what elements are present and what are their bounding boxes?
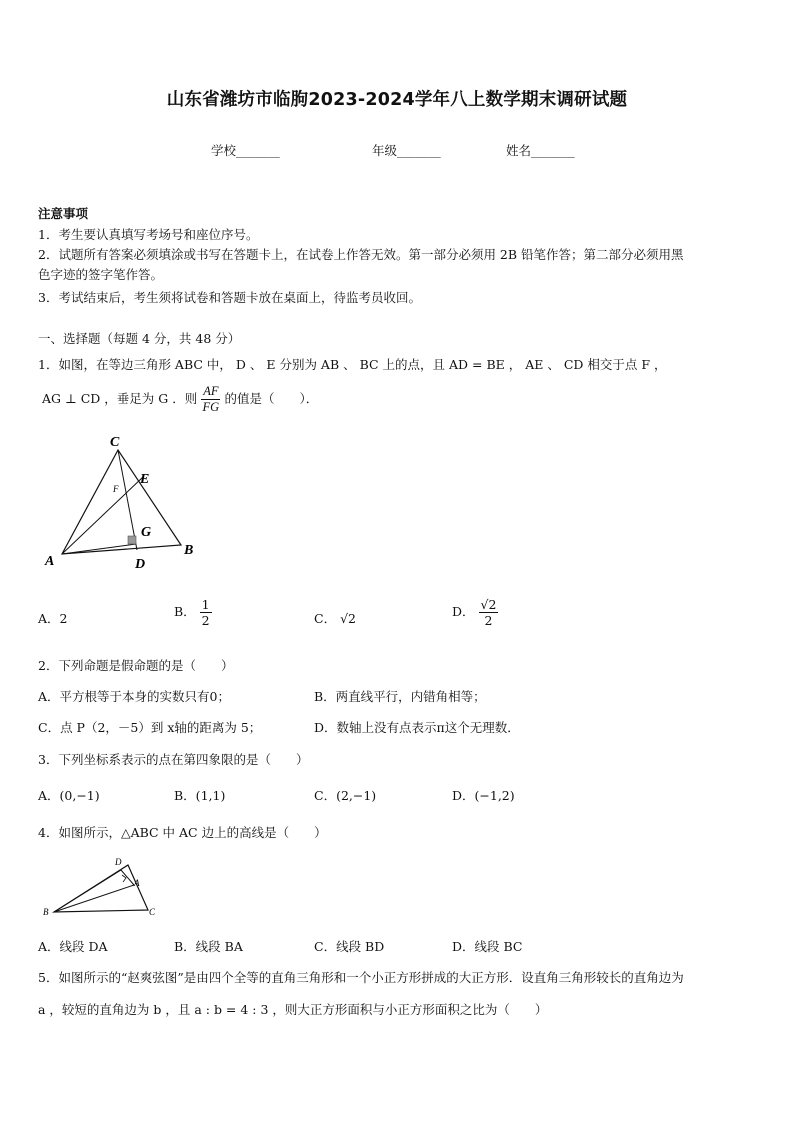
q4-option-b: B．线段 BA (174, 939, 243, 954)
q1-stem-post: 的值是（ ）． (224, 391, 319, 406)
q4-label-A: A (134, 878, 140, 888)
school-field: 学校_______ (211, 143, 280, 158)
q4-option-c: C．线段 BD (314, 939, 385, 954)
q4-label-D: D (115, 857, 122, 867)
q2-stem: 2．下列命题是假命题的是（ ） (38, 658, 234, 673)
q1-label-D: D (135, 557, 146, 572)
q1-option-d-denominator: 2 (484, 613, 493, 628)
q2-option-b: B．两直线平行，内错角相等； (314, 689, 486, 704)
q1-option-b-label: B． (174, 604, 196, 619)
q1-stem-pre: AG ⊥ CD ，垂足为 G ．则 (42, 391, 198, 406)
q3-option-b: B．(1,1) (174, 788, 226, 803)
notice-item: 2．试题所有答案必须填涂或书写在答题卡上，在试卷上作答无效。第一部分必须用 2B 铅笔作答；第二部分必须用黑 (38, 247, 684, 262)
q1-triangle-figure (38, 430, 208, 575)
q1-option-b (174, 597, 212, 628)
q1-option-c-label: C． (314, 611, 337, 626)
notice-item: 3．考试结束后，考生须将试卷和答题卡放在桌面上，待监考员收回。 (38, 290, 421, 305)
q1-option-b-fraction (200, 597, 212, 628)
q4-stem: 4．如图所示，△ABC 中 AC 边上的高线是（ ） (38, 825, 327, 840)
q1-option-d (452, 597, 498, 628)
q4-option-a: A．线段 DA (38, 939, 108, 954)
q3-option-a: A．(0,−1) (38, 788, 100, 803)
q1-label-A: A (45, 554, 55, 569)
page-title: 山东省潍坊市临朐2023-2024学年八上数学期末调研试题 (166, 90, 628, 110)
q4-option-d: D．线段 BC (452, 939, 523, 954)
q2-option-d: D．数轴上没有点表示π这个无理数． (314, 720, 520, 735)
q1-option-d-label: D． (452, 604, 475, 619)
q5-stem-line2: a ，较短的直角边为 b ，且 a : b = 4 : 3 ，则大正方形面积与小正方形面积之比为（ ） (38, 1002, 548, 1017)
q4-triangle-figure (38, 852, 168, 922)
section-heading: 一、选择题（每题 4 分，共 48 分） (38, 331, 241, 346)
q3-stem: 3．下列坐标系表示的点在第四象限的是（ ） (38, 752, 309, 767)
q2-option-c: C．点 P（2，－5）到 x轴的距离为 5； (38, 720, 262, 735)
q1-option-d-fraction (479, 597, 499, 628)
q1-option-b-denominator: 2 (201, 613, 210, 628)
q1-stem-line1: 1．如图，在等边三角形 ABC 中， D 、 E 分别为 AB 、 BC 上的点，且 AD = BE ， AE 、 CD 相交于点 F ， (38, 357, 667, 372)
q5-stem-line1: 5．如图所示的“赵爽弦图”是由四个全等的直角三角形和一个小正方形拼成的大正方形．设直角三角形较长的直角边为 (38, 970, 684, 985)
name-field: 姓名_______ (506, 143, 575, 158)
q1-label-G: G (141, 525, 152, 540)
q1-fraction (201, 384, 220, 415)
q1-label-F: F (113, 484, 119, 494)
q1-option-c-value: √2 (340, 611, 356, 626)
q2-option-a: A．平方根等于本身的实数只有0； (38, 689, 230, 704)
notice-item: 1．考生要认真填写考场号和座位序号。 (38, 227, 259, 242)
q1-label-B: B (184, 543, 194, 558)
notice-item: 色字迹的签字笔作答。 (38, 267, 164, 282)
q1-label-E: E (140, 472, 150, 487)
q4-label-C: C (149, 907, 156, 917)
q1-option-a: A．2 (38, 611, 68, 626)
q4-label-B: B (43, 907, 49, 917)
q1-option-d-numerator: √2 (480, 597, 497, 612)
grade-field: 年级_______ (372, 143, 441, 158)
q1-option-c (314, 609, 356, 627)
q1-label-C: C (110, 435, 120, 450)
notice-heading: 注意事项 (38, 206, 89, 221)
q1-option-b-numerator: 1 (201, 597, 210, 612)
q1-fraction-numerator: AF (203, 384, 219, 398)
q1-stem-line2 (42, 384, 318, 415)
q1-fraction-denominator: FG (202, 400, 220, 414)
q3-option-c: C．(2,−1) (314, 788, 377, 803)
q3-option-d: D．(−1,2) (452, 788, 515, 803)
